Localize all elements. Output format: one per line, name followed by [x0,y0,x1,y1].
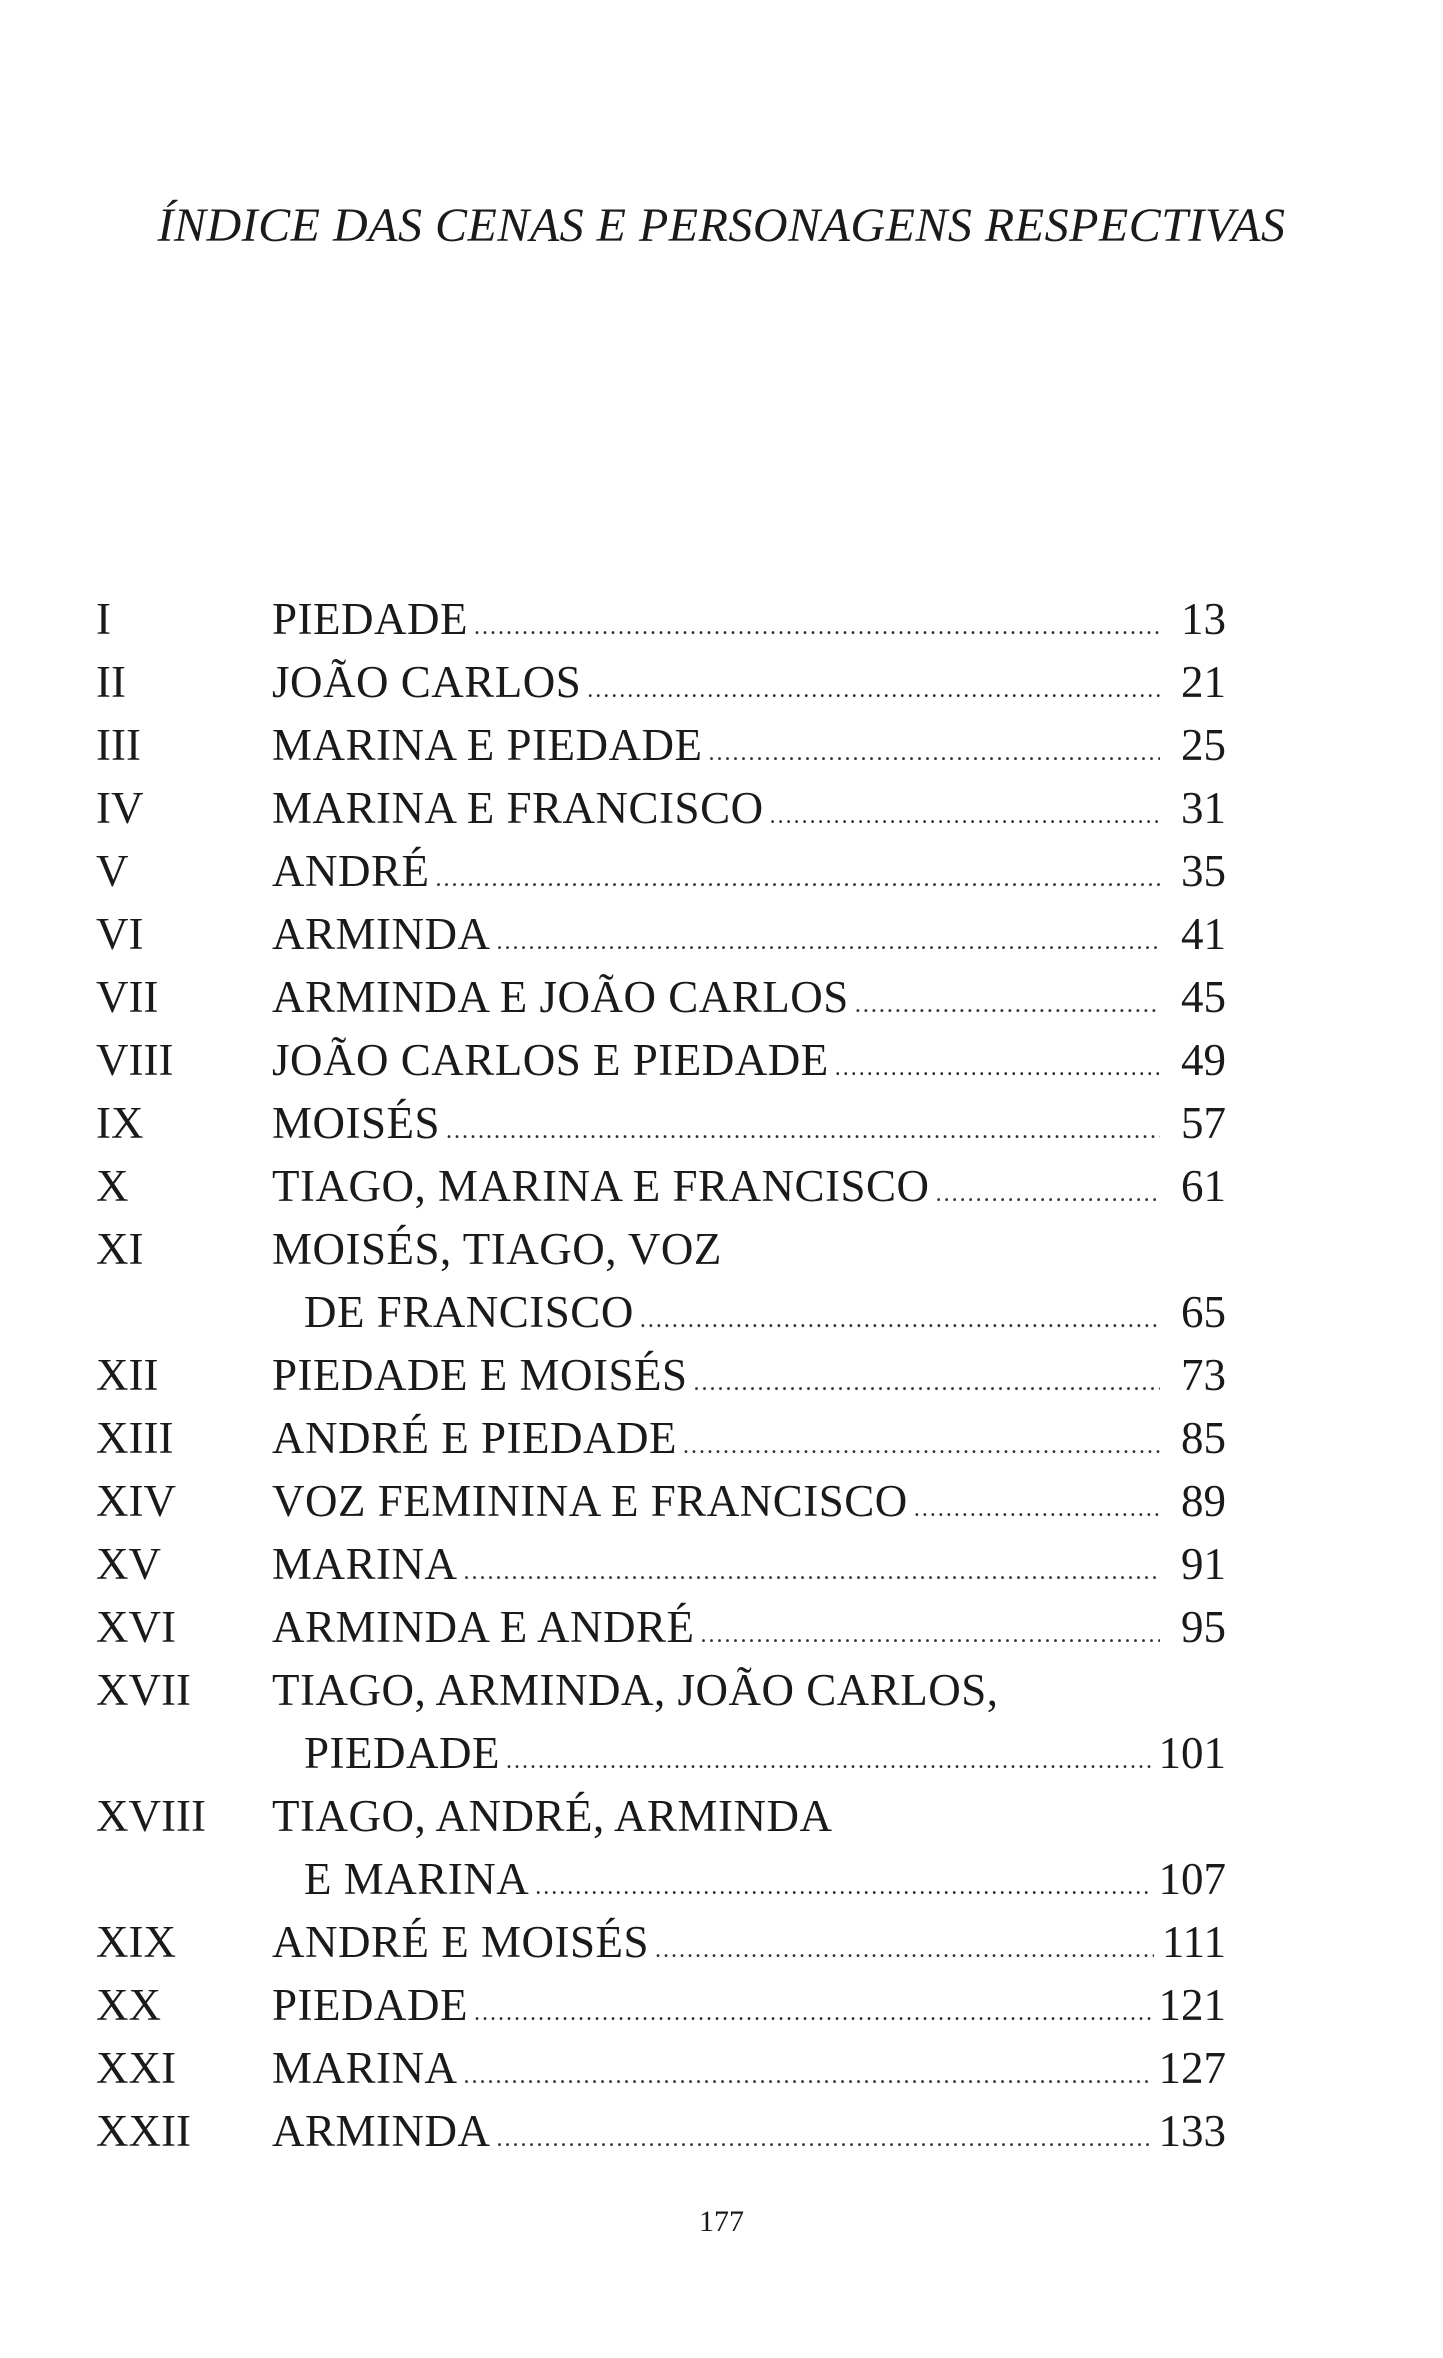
dot-leader [694,1352,1160,1415]
scene-numeral: XI [96,1224,144,1274]
character-names: PIEDADE E MOISÉS [272,1350,688,1400]
dot-leader [835,1037,1160,1100]
toc-entry [96,1974,1226,2037]
scene-page-number: 107 [1158,1854,1226,1904]
toc-entry [96,1029,1226,1092]
scene-numeral: I [96,594,111,644]
dot-leader [655,1919,1154,1982]
character-names: PIEDADE [272,594,468,644]
scene-numeral: XVIII [96,1791,206,1841]
toc-entry [96,1344,1226,1407]
scene-page-number: 95 [1181,1602,1226,1652]
toc-entry [96,1533,1226,1596]
scene-page-number: 85 [1181,1413,1226,1463]
entry-line [272,1785,1226,1848]
entry-line [272,840,1226,911]
scene-page-number: 13 [1181,594,1226,644]
toc-entry-continuation [96,1281,1226,1344]
dot-leader [640,1289,1160,1352]
scene-numeral: XXI [96,2043,176,2093]
toc-entry [96,714,1226,777]
toc-entry-continuation [96,1848,1226,1911]
entry-line [272,1155,1226,1226]
character-names: TIAGO, MARINA E FRANCISCO [272,1161,930,1211]
scene-numeral: XV [96,1539,161,1589]
character-names: TIAGO, ARMINDA, JOÃO CARLOS, [272,1665,999,1715]
entry-line [272,714,1226,785]
scene-numeral: III [96,720,141,770]
entry-line [272,903,1226,974]
toc-entry [96,1596,1226,1659]
toc-entry [96,1470,1226,1533]
dot-leader [464,2045,1151,2108]
scene-page-number: 31 [1181,783,1226,833]
scene-numeral: IX [96,1098,144,1148]
scene-numeral: XX [96,1980,161,2030]
scene-page-number: 133 [1158,2106,1226,2156]
entry-line [272,966,1226,1037]
dot-leader [914,1478,1160,1541]
entry-line [272,1533,1226,1604]
scene-numeral: XIII [96,1413,174,1463]
toc-entry [96,966,1226,1029]
entry-line [272,1407,1226,1478]
character-names: MARINA [272,2043,458,2093]
entry-line [272,651,1226,722]
character-names: MARINA [272,1539,458,1589]
dot-leader [474,1982,1151,2045]
dot-leader [683,1415,1160,1478]
scene-numeral: XIX [96,1917,176,1967]
scene-numeral: XXII [96,2106,191,2156]
scene-numeral: XVI [96,1602,176,1652]
dot-leader [474,596,1160,659]
toc-entry [96,903,1226,966]
entry-line [272,1092,1226,1163]
scene-page-number: 65 [1181,1287,1226,1337]
character-names: ARMINDA [272,909,491,959]
scene-page-number: 91 [1181,1539,1226,1589]
scene-numeral: V [96,846,129,896]
character-names: JOÃO CARLOS [272,657,582,707]
toc-entry [96,1659,1226,1722]
toc-entry [96,1092,1226,1155]
toc-entry [96,588,1226,651]
entry-line [304,1848,1226,1919]
entry-line [304,1722,1226,1793]
character-names: MOISÉS, TIAGO, VOZ [272,1224,722,1274]
toc-entry [96,2100,1226,2163]
dot-leader [709,722,1161,785]
scene-page-number: 101 [1158,1728,1226,1778]
toc-entry [96,1407,1226,1470]
character-names: E MARINA [304,1854,530,1904]
scene-numeral: IV [96,783,144,833]
toc-entry [96,1911,1226,1974]
scene-page-number: 61 [1181,1161,1226,1211]
character-names: ANDRÉ E PIEDADE [272,1413,677,1463]
character-names: PIEDADE [272,1980,468,2030]
toc-entry [96,651,1226,714]
dot-leader [446,1100,1160,1163]
dot-leader [497,911,1160,974]
table-of-contents [96,588,1226,2163]
scene-page-number: 127 [1158,2043,1226,2093]
entry-line [272,2100,1226,2171]
dot-leader [587,659,1160,722]
scene-page-number: 35 [1181,846,1226,896]
character-names: DE FRANCISCO [304,1287,634,1337]
scene-numeral: II [96,657,126,707]
character-names: MARINA E FRANCISCO [272,783,764,833]
entry-line [272,1659,1226,1722]
entry-line [272,1596,1226,1667]
scene-numeral: VI [96,909,144,959]
scene-numeral: VIII [96,1035,174,1085]
dot-leader [936,1163,1160,1226]
toc-entry [96,2037,1226,2100]
character-names: ANDRÉ [272,846,430,896]
scene-page-number: 121 [1158,1980,1226,2030]
entry-line [272,2037,1226,2108]
dot-leader [770,785,1160,848]
entry-line [272,588,1226,659]
scene-page-number: 25 [1181,720,1226,770]
toc-entry [96,1218,1226,1281]
entry-line [272,1029,1226,1100]
toc-entry [96,777,1226,840]
scene-page-number: 45 [1181,972,1226,1022]
page-number: 177 [699,2205,744,2238]
scene-page-number: 41 [1181,909,1226,959]
entry-line [272,1974,1226,2045]
character-names: MOISÉS [272,1098,441,1148]
page-title: ÍNDICE DAS CENAS E PERSONAGENS RESPECTIVAS [157,199,1286,252]
character-names: MARINA E PIEDADE [272,720,703,770]
character-names: VOZ FEMININA E FRANCISCO [272,1476,908,1526]
entry-line [304,1281,1226,1352]
dot-leader [701,1604,1160,1667]
entry-line [272,1470,1226,1541]
toc-entry [96,1155,1226,1218]
dot-leader [535,1856,1150,1919]
dot-leader [464,1541,1160,1604]
dot-leader [497,2108,1151,2171]
entry-line [272,1344,1226,1415]
character-names: JOÃO CARLOS E PIEDADE [272,1035,829,1085]
scene-page-number: 89 [1181,1476,1226,1526]
character-names: ARMINDA E ANDRÉ [272,1602,695,1652]
scene-numeral: XVII [96,1665,191,1715]
scene-numeral: X [96,1161,129,1211]
dot-leader [506,1730,1151,1793]
scene-numeral: VII [96,972,159,1022]
scene-numeral: XIV [96,1476,176,1526]
character-names: ANDRÉ E MOISÉS [272,1917,650,1967]
toc-entry-continuation [96,1722,1226,1785]
scene-page-number: 49 [1181,1035,1226,1085]
character-names: PIEDADE [304,1728,500,1778]
scene-page-number: 73 [1181,1350,1226,1400]
dot-leader [436,848,1161,911]
character-names: ARMINDA E JOÃO CARLOS [272,972,849,1022]
scene-numeral: XII [96,1350,159,1400]
toc-entry [96,840,1226,903]
character-names: ARMINDA [272,2106,491,2156]
dot-leader [855,974,1160,1037]
scene-page-number: 21 [1181,657,1226,707]
entry-line [272,1218,1226,1281]
character-names: TIAGO, ANDRÉ, ARMINDA [272,1791,833,1841]
toc-entry [96,1785,1226,1848]
scene-page-number: 111 [1161,1917,1226,1967]
scene-page-number: 57 [1181,1098,1226,1148]
entry-line [272,1911,1226,1982]
entry-line [272,777,1226,848]
